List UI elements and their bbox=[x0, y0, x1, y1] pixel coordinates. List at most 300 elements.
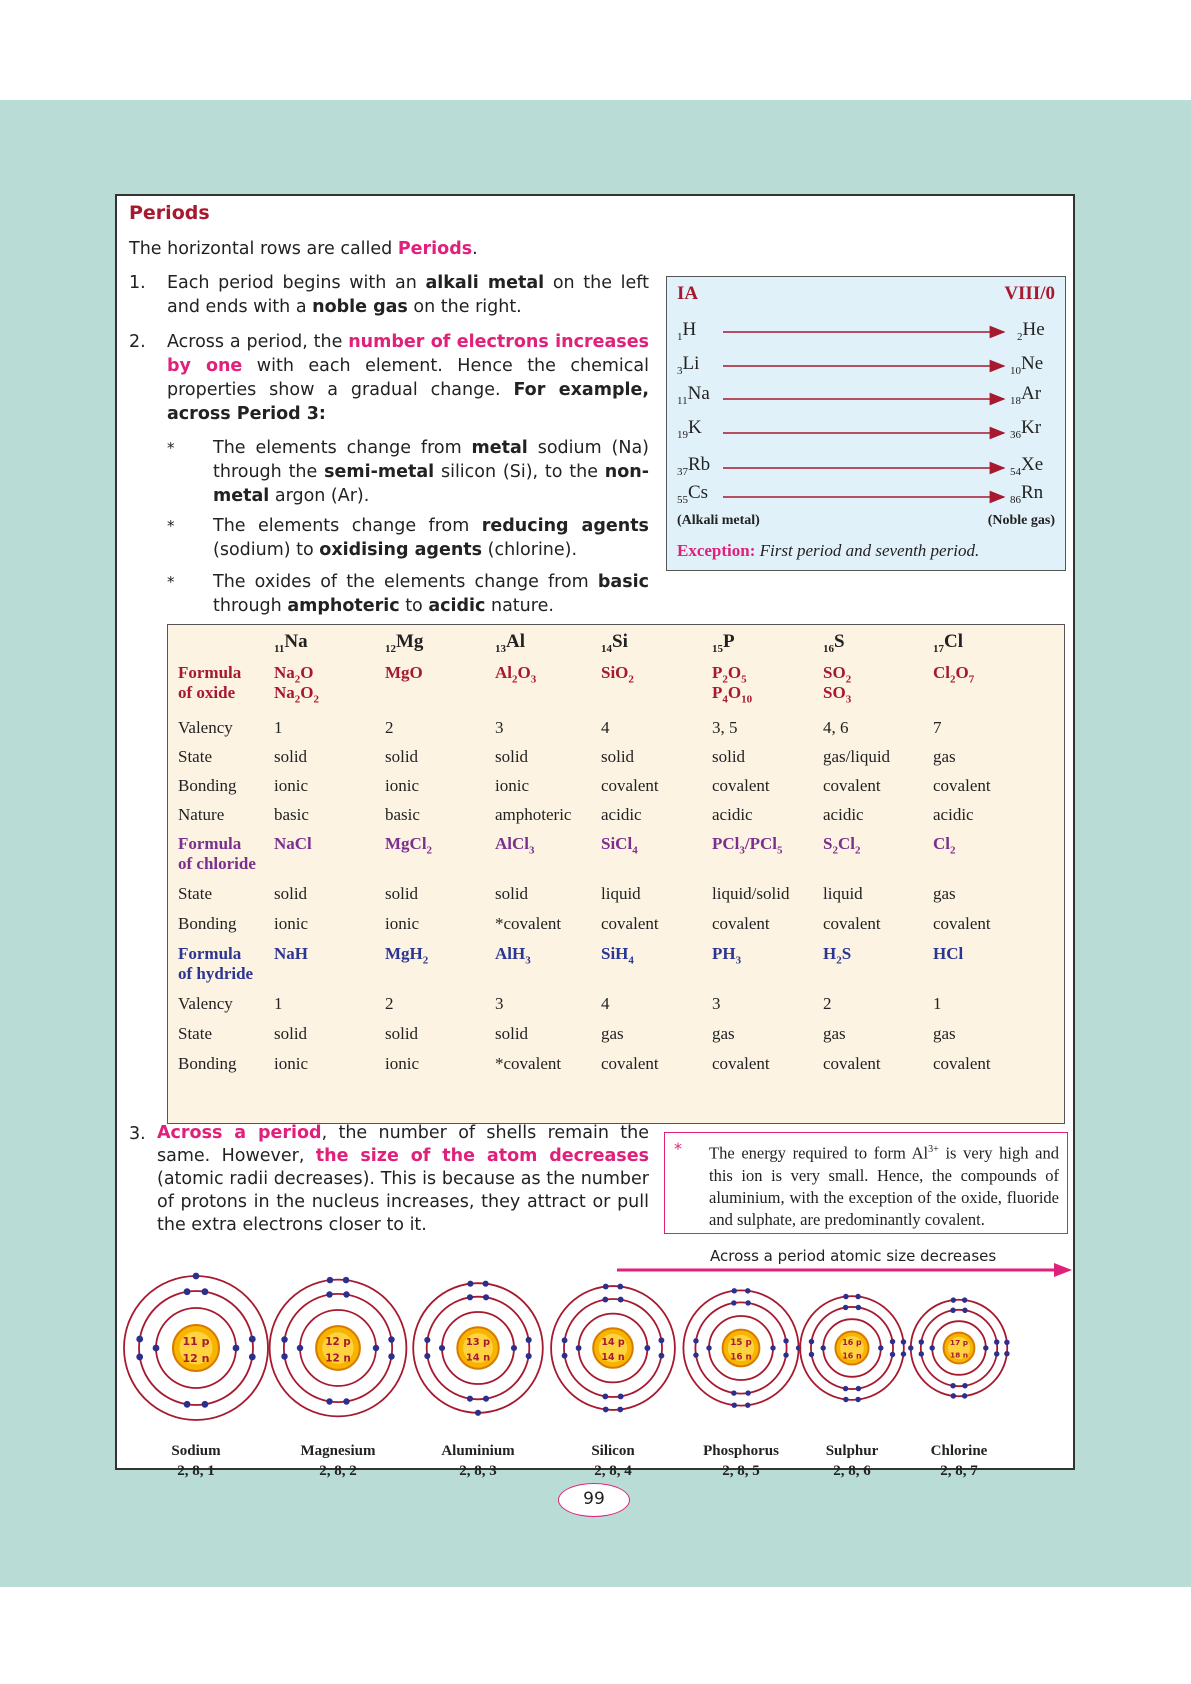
element-left: $_{11}$Na bbox=[677, 383, 710, 407]
table-cell: covalent bbox=[823, 1054, 881, 1073]
hydride-formula: $PH_3$ bbox=[712, 944, 742, 967]
chloride-formula: $S_2Cl_2$ bbox=[823, 834, 861, 857]
group-viii-label: VIII/0 bbox=[1004, 283, 1055, 304]
electron bbox=[901, 1351, 906, 1356]
bullet-2: The elements change from reducing agents (sodium) to oxidising agents (chlorine). bbox=[213, 516, 649, 560]
nucleus-label: 15 p bbox=[730, 1338, 752, 1348]
electron bbox=[618, 1297, 624, 1303]
table-cell: liquid bbox=[601, 884, 641, 903]
table-cell: ionic bbox=[385, 776, 419, 795]
atom-diagram bbox=[800, 1294, 906, 1402]
electron-configuration: 2, 8, 2 bbox=[319, 1463, 357, 1479]
intro-text: The horizontal rows are called Periods. bbox=[129, 239, 478, 259]
content-frame bbox=[115, 194, 1075, 1479]
chloride-formula: PCl$_3$/PCl$_5$ bbox=[712, 834, 783, 857]
electron bbox=[233, 1345, 240, 1352]
electron bbox=[603, 1407, 609, 1413]
nucleus-label: 11 p bbox=[182, 1335, 210, 1348]
atom-name: Silicon bbox=[591, 1443, 635, 1459]
electron bbox=[962, 1297, 967, 1302]
electron bbox=[745, 1390, 750, 1395]
table-cell: acidic bbox=[712, 805, 753, 824]
point-1: Each period begins with an alkali metal on the left and ends with a noble gas on the right. bbox=[167, 273, 649, 317]
atomic-number: 17 bbox=[933, 642, 944, 655]
nucleus-label: 14 n bbox=[601, 1352, 625, 1364]
nucleus-label: 16 n bbox=[842, 1351, 862, 1361]
atom-caption bbox=[273, 1441, 403, 1481]
electron bbox=[343, 1277, 349, 1283]
hydride-formula: HCl bbox=[933, 944, 964, 963]
electron bbox=[820, 1345, 825, 1350]
electron bbox=[994, 1351, 999, 1356]
electron bbox=[388, 1353, 394, 1359]
atomic-size-label: Across a period atomic size decreases bbox=[710, 1247, 997, 1265]
electron bbox=[890, 1339, 895, 1344]
element-symbol: Cl bbox=[944, 631, 963, 652]
table-cell: 3 bbox=[712, 994, 721, 1013]
atom-name: Phosphorus bbox=[703, 1443, 779, 1459]
electron bbox=[373, 1345, 379, 1351]
element-header bbox=[601, 631, 628, 655]
table-cell: gas/liquid bbox=[823, 747, 891, 766]
electron bbox=[475, 1410, 481, 1416]
element-right: $_{86}$Rn bbox=[1010, 482, 1044, 506]
row-label: State bbox=[178, 1024, 212, 1043]
oxide-formula: SiO$_2$ bbox=[601, 663, 634, 686]
hydride-formula: SiH$_4$ bbox=[601, 944, 634, 967]
electron-configuration: 2, 8, 3 bbox=[459, 1463, 497, 1479]
electron bbox=[745, 1402, 750, 1407]
table-cell: 2 bbox=[385, 718, 394, 737]
atomic-number: 14 bbox=[601, 642, 612, 655]
electron bbox=[184, 1401, 191, 1408]
atomic-number: 11 bbox=[274, 642, 285, 655]
element-header bbox=[712, 631, 735, 655]
table-cell: 4 bbox=[601, 994, 610, 1013]
electron bbox=[855, 1397, 860, 1402]
hydride-formula: $H_2S$ bbox=[823, 944, 852, 967]
oxide-formula: $Al_2O_3$ bbox=[495, 663, 537, 686]
electron bbox=[202, 1288, 209, 1295]
electron bbox=[326, 1398, 332, 1404]
element-symbol: P bbox=[723, 631, 735, 652]
table-cell: covalent bbox=[601, 1054, 659, 1073]
electron bbox=[326, 1291, 332, 1297]
electron bbox=[1004, 1351, 1009, 1356]
electron bbox=[658, 1353, 664, 1359]
table-cell: 2 bbox=[385, 994, 394, 1013]
table-cell: solid bbox=[601, 747, 635, 766]
electron bbox=[950, 1383, 955, 1388]
electron bbox=[950, 1308, 955, 1313]
table-cell: ionic bbox=[274, 1054, 308, 1073]
table-cell: covalent bbox=[601, 914, 659, 933]
table-cell: basic bbox=[274, 805, 309, 824]
nucleus-label: 12 n bbox=[182, 1352, 210, 1365]
row-label: of chloride bbox=[178, 854, 256, 873]
row-label: Formula bbox=[178, 944, 242, 963]
element-left: $_{37}$Rb bbox=[677, 454, 711, 478]
table-cell: *covalent bbox=[495, 914, 562, 933]
point-number: 3. bbox=[129, 1124, 146, 1144]
atom-diagram bbox=[413, 1281, 543, 1416]
electron bbox=[951, 1297, 956, 1302]
electron bbox=[526, 1353, 532, 1359]
electron bbox=[919, 1351, 924, 1356]
element-right: $_{54}$Xe bbox=[1010, 454, 1044, 478]
table-cell: covalent bbox=[712, 914, 770, 933]
table-cell: basic bbox=[385, 805, 420, 824]
electron-configuration: 2, 8, 6 bbox=[833, 1463, 871, 1479]
electron bbox=[388, 1336, 394, 1342]
table-cell: ionic bbox=[385, 914, 419, 933]
nucleus-label: 14 p bbox=[601, 1337, 625, 1348]
table-cell: covalent bbox=[712, 776, 770, 795]
bullet-star: * bbox=[167, 517, 175, 535]
electron bbox=[424, 1337, 430, 1343]
oxide-formula: $Cl_2O_7$ bbox=[933, 663, 975, 686]
table-cell: acidic bbox=[823, 805, 864, 824]
oxide-formula: $Na_2O_2$ bbox=[274, 683, 320, 706]
element-symbol: Na bbox=[284, 631, 308, 652]
element-right: $_2$He bbox=[1017, 319, 1045, 343]
atom-name: Aluminium bbox=[441, 1443, 515, 1459]
electron bbox=[745, 1288, 750, 1293]
group-ia-label: IA bbox=[677, 283, 699, 304]
table-cell: acidic bbox=[933, 805, 974, 824]
table-cell: 3 bbox=[495, 994, 504, 1013]
electron bbox=[962, 1383, 967, 1388]
table-cell: solid bbox=[385, 747, 419, 766]
noble-gas-label: (Noble gas) bbox=[987, 513, 1055, 528]
electron bbox=[136, 1336, 143, 1343]
nucleus-label: 16 n bbox=[730, 1352, 752, 1363]
table-cell: solid bbox=[274, 747, 308, 766]
electron bbox=[184, 1288, 191, 1295]
electron bbox=[658, 1337, 664, 1343]
atomic-number: 15 bbox=[712, 642, 723, 655]
nucleus-label: 12 n bbox=[325, 1352, 351, 1365]
nucleus-label: 14 n bbox=[465, 1352, 491, 1364]
point-number: 1. bbox=[129, 273, 146, 293]
page-number: 99 bbox=[558, 1483, 630, 1517]
row-label: Formula bbox=[178, 834, 242, 853]
electron bbox=[732, 1402, 737, 1407]
hydride-formula: MgH$_2$ bbox=[385, 944, 429, 967]
chloride-formula: MgCl$_2$ bbox=[385, 834, 433, 857]
electron bbox=[249, 1336, 256, 1343]
table-cell: 4 bbox=[601, 718, 610, 737]
atomic-number: 13 bbox=[495, 642, 506, 655]
electron bbox=[855, 1294, 860, 1299]
table-cell: covalent bbox=[823, 914, 881, 933]
nucleus-label: 16 p bbox=[842, 1338, 862, 1347]
chloride-formula: AlCl$_3$ bbox=[495, 834, 535, 857]
electron bbox=[731, 1300, 736, 1305]
electron bbox=[856, 1386, 861, 1391]
row-label: Nature bbox=[178, 805, 225, 824]
hydride-formula: AlH$_3$ bbox=[495, 944, 531, 967]
electron bbox=[467, 1281, 473, 1287]
electron bbox=[343, 1398, 349, 1404]
electron bbox=[526, 1337, 532, 1343]
electron bbox=[483, 1281, 489, 1287]
oxide-formula: $P_2O_5$ bbox=[712, 663, 747, 686]
bullet-3: The oxides of the elements change from basic through amphoteric to acidic nature. bbox=[213, 572, 649, 616]
atom-diagrams bbox=[117, 1256, 1073, 1456]
electron-configuration: 2, 8, 5 bbox=[722, 1463, 760, 1479]
electron-configuration: 2, 8, 4 bbox=[594, 1463, 632, 1479]
table-cell: gas bbox=[933, 1024, 956, 1043]
electron bbox=[732, 1288, 737, 1293]
electron bbox=[951, 1393, 956, 1398]
aluminium-footnote-box bbox=[664, 1132, 1068, 1234]
table-cell: gas bbox=[823, 1024, 846, 1043]
table-cell: gas bbox=[933, 747, 956, 766]
hydride-formula: NaH bbox=[274, 944, 308, 963]
electron bbox=[1004, 1340, 1009, 1345]
electron bbox=[693, 1352, 698, 1357]
atom-diagram bbox=[908, 1297, 1010, 1398]
table-cell: solid bbox=[495, 747, 529, 766]
electron bbox=[249, 1354, 256, 1361]
oxide-formula: $SO_3$ bbox=[823, 683, 852, 706]
chloride-formula: NaCl bbox=[274, 834, 312, 853]
element-right: $_{18}$Ar bbox=[1010, 383, 1042, 407]
electron bbox=[783, 1338, 788, 1343]
table-cell: covalent bbox=[933, 914, 991, 933]
table-cell: *covalent bbox=[495, 1054, 562, 1073]
table-cell: gas bbox=[601, 1024, 624, 1043]
electron bbox=[770, 1345, 775, 1350]
electron bbox=[890, 1352, 895, 1357]
electron bbox=[809, 1352, 814, 1357]
electron bbox=[193, 1273, 200, 1280]
oxide-formula: $P_4O_{10}$ bbox=[712, 683, 753, 706]
row-label: of oxide bbox=[178, 683, 236, 702]
electron bbox=[424, 1353, 430, 1359]
bullet-1: The elements change from metal sodium (Na) through the semi-metal silicon (Si), to the non-metal argon (Ar). bbox=[213, 438, 649, 506]
electron bbox=[856, 1305, 861, 1310]
atom-diagram bbox=[124, 1273, 268, 1420]
electron bbox=[617, 1284, 623, 1290]
electron bbox=[603, 1284, 609, 1290]
electron bbox=[908, 1345, 913, 1350]
table-cell: covalent bbox=[823, 776, 881, 795]
chloride-formula: $Cl_2$ bbox=[933, 834, 956, 857]
table-cell: ionic bbox=[495, 776, 529, 795]
atom-caption bbox=[548, 1441, 678, 1481]
electron bbox=[919, 1339, 924, 1344]
electron-configuration: 2, 8, 1 bbox=[177, 1463, 215, 1479]
oxide-formula: $Na_2O$ bbox=[274, 663, 314, 686]
point-3: Across a period, the number of shells remain the same. However, the size of the atom decreases (atomic radii decreases). This is because as the number of protons in the nucleus increases, they attract or pull the extra electrons closer to it. bbox=[157, 1123, 650, 1235]
table-cell: 7 bbox=[933, 718, 942, 737]
atomic-number: 16 bbox=[823, 642, 834, 655]
electron-configuration: 2, 8, 7 bbox=[940, 1463, 978, 1479]
electron bbox=[843, 1386, 848, 1391]
atomic-number: 12 bbox=[385, 642, 396, 655]
table-cell: 3 bbox=[495, 718, 504, 737]
atom-caption bbox=[894, 1441, 1024, 1481]
electron bbox=[901, 1339, 906, 1344]
oxide-formula: $SO_2$ bbox=[823, 663, 852, 686]
electron bbox=[483, 1396, 489, 1402]
bullet-star: * bbox=[167, 439, 175, 457]
nucleus-label: 18 n bbox=[949, 1350, 969, 1360]
electron bbox=[783, 1352, 788, 1357]
table-cell: ionic bbox=[274, 776, 308, 795]
table-cell: covalent bbox=[601, 776, 659, 795]
footnote-text: The energy required to form $Al^{3+}$ is very high and this ion is very small. Hence, the compounds of aluminium, with the exception of the oxide, fluoride and sulphate, are predominantly covalent. bbox=[709, 1143, 1059, 1229]
table-cell: 1 bbox=[933, 994, 942, 1013]
electron bbox=[706, 1345, 711, 1350]
period3-properties-table bbox=[167, 624, 1065, 1124]
element-left: $_{19}$K bbox=[677, 417, 702, 441]
atom-diagram bbox=[551, 1284, 675, 1413]
footnote-star: * bbox=[674, 1139, 682, 1158]
row-label: Bonding bbox=[178, 776, 237, 795]
electron bbox=[281, 1353, 287, 1359]
table-cell: 2 bbox=[823, 994, 832, 1013]
table-cell: solid bbox=[274, 1024, 308, 1043]
atom-name: Sodium bbox=[171, 1443, 221, 1459]
table-cell: 1 bbox=[274, 718, 283, 737]
electron bbox=[576, 1345, 582, 1351]
nucleus-label: 13 p bbox=[465, 1337, 491, 1348]
chloride-formula: SiCl$_4$ bbox=[601, 834, 638, 857]
table-cell: covalent bbox=[712, 1054, 770, 1073]
electron bbox=[809, 1339, 814, 1344]
electron bbox=[153, 1345, 160, 1352]
electron bbox=[281, 1336, 287, 1342]
atom-name: Magnesium bbox=[300, 1443, 376, 1459]
bullet-star: * bbox=[167, 573, 175, 591]
electron bbox=[693, 1338, 698, 1343]
electron bbox=[602, 1297, 608, 1303]
element-right: $_{10}$Ne bbox=[1010, 353, 1044, 377]
electron bbox=[731, 1390, 736, 1395]
table-cell: solid bbox=[712, 747, 746, 766]
electron bbox=[467, 1396, 473, 1402]
element-header bbox=[385, 631, 423, 655]
table-cell: amphoteric bbox=[495, 805, 572, 824]
element-header bbox=[495, 631, 525, 655]
electron bbox=[843, 1397, 848, 1402]
electron bbox=[343, 1291, 349, 1297]
electron bbox=[618, 1393, 624, 1399]
row-label: Bonding bbox=[178, 1054, 237, 1073]
element-left: $_3$Li bbox=[677, 353, 700, 377]
element-left: $_1$H bbox=[677, 319, 697, 343]
table-cell: acidic bbox=[601, 805, 642, 824]
row-label: State bbox=[178, 884, 212, 903]
row-label: Formula bbox=[178, 663, 242, 682]
table-cell: covalent bbox=[933, 1054, 991, 1073]
exception-note: Exception: First period and seventh period. bbox=[677, 541, 980, 560]
element-left: $_{55}$Cs bbox=[677, 482, 709, 506]
electron bbox=[644, 1345, 650, 1351]
table-cell: ionic bbox=[385, 1054, 419, 1073]
table-cell: gas bbox=[712, 1024, 735, 1043]
atom-caption bbox=[131, 1441, 261, 1481]
atom-caption bbox=[413, 1441, 543, 1481]
row-label: Valency bbox=[178, 994, 233, 1013]
electron bbox=[843, 1305, 848, 1310]
electron bbox=[602, 1393, 608, 1399]
atom-name: Sulphur bbox=[825, 1443, 879, 1459]
electron bbox=[467, 1294, 473, 1300]
electron bbox=[994, 1339, 999, 1344]
table-cell: gas bbox=[933, 884, 956, 903]
electron bbox=[202, 1401, 209, 1408]
electron bbox=[562, 1337, 568, 1343]
element-header bbox=[274, 631, 308, 655]
electron bbox=[483, 1294, 489, 1300]
atom-diagram bbox=[270, 1277, 407, 1417]
point-2: Across a period, the number of electrons increases by one with each element. Hence the chemical properties show a gradual change. For example, across Period 3: bbox=[167, 332, 650, 424]
element-right: $_{36}$Kr bbox=[1010, 417, 1042, 441]
point-number: 2. bbox=[129, 332, 146, 352]
table-cell: ionic bbox=[274, 914, 308, 933]
section-heading: Periods bbox=[129, 202, 210, 224]
electron bbox=[929, 1345, 934, 1350]
electron bbox=[439, 1345, 445, 1351]
row-label: Bonding bbox=[178, 914, 237, 933]
electron bbox=[136, 1354, 143, 1361]
table-cell: 4, 6 bbox=[823, 718, 849, 737]
electron bbox=[297, 1345, 303, 1351]
electron bbox=[962, 1393, 967, 1398]
table-cell: liquid bbox=[823, 884, 863, 903]
table-cell: covalent bbox=[933, 776, 991, 795]
row-label: Valency bbox=[178, 718, 233, 737]
element-header bbox=[933, 631, 963, 655]
electron bbox=[617, 1407, 623, 1413]
table-cell: solid bbox=[385, 884, 419, 903]
electron bbox=[562, 1353, 568, 1359]
period-diagram-box bbox=[666, 276, 1066, 571]
row-label: of hydride bbox=[178, 964, 254, 983]
table-cell: liquid/solid bbox=[712, 884, 790, 903]
element-symbol: Al bbox=[506, 631, 525, 652]
table-cell: solid bbox=[495, 1024, 529, 1043]
electron bbox=[511, 1345, 517, 1351]
row-label: State bbox=[178, 747, 212, 766]
element-symbol: S bbox=[834, 631, 845, 652]
table-cell: solid bbox=[385, 1024, 419, 1043]
electron bbox=[878, 1345, 883, 1350]
atom-name: Chlorine bbox=[930, 1443, 988, 1459]
electron bbox=[983, 1345, 988, 1350]
table-cell: 1 bbox=[274, 994, 283, 1013]
electron bbox=[745, 1300, 750, 1305]
table-cell: solid bbox=[495, 884, 529, 903]
nucleus-label: 12 p bbox=[325, 1336, 351, 1348]
table-cell: 3, 5 bbox=[712, 718, 738, 737]
electron bbox=[327, 1277, 333, 1283]
element-symbol: Si bbox=[612, 631, 628, 652]
alkali-metal-label: (Alkali metal) bbox=[677, 513, 760, 528]
oxide-formula: MgO bbox=[385, 663, 423, 682]
element-symbol: Mg bbox=[396, 631, 424, 652]
electron bbox=[843, 1294, 848, 1299]
electron bbox=[962, 1308, 967, 1313]
table-cell: solid bbox=[274, 884, 308, 903]
nucleus-label: 17 p bbox=[949, 1338, 969, 1347]
atom-diagram bbox=[683, 1288, 801, 1408]
element-header bbox=[823, 631, 845, 655]
